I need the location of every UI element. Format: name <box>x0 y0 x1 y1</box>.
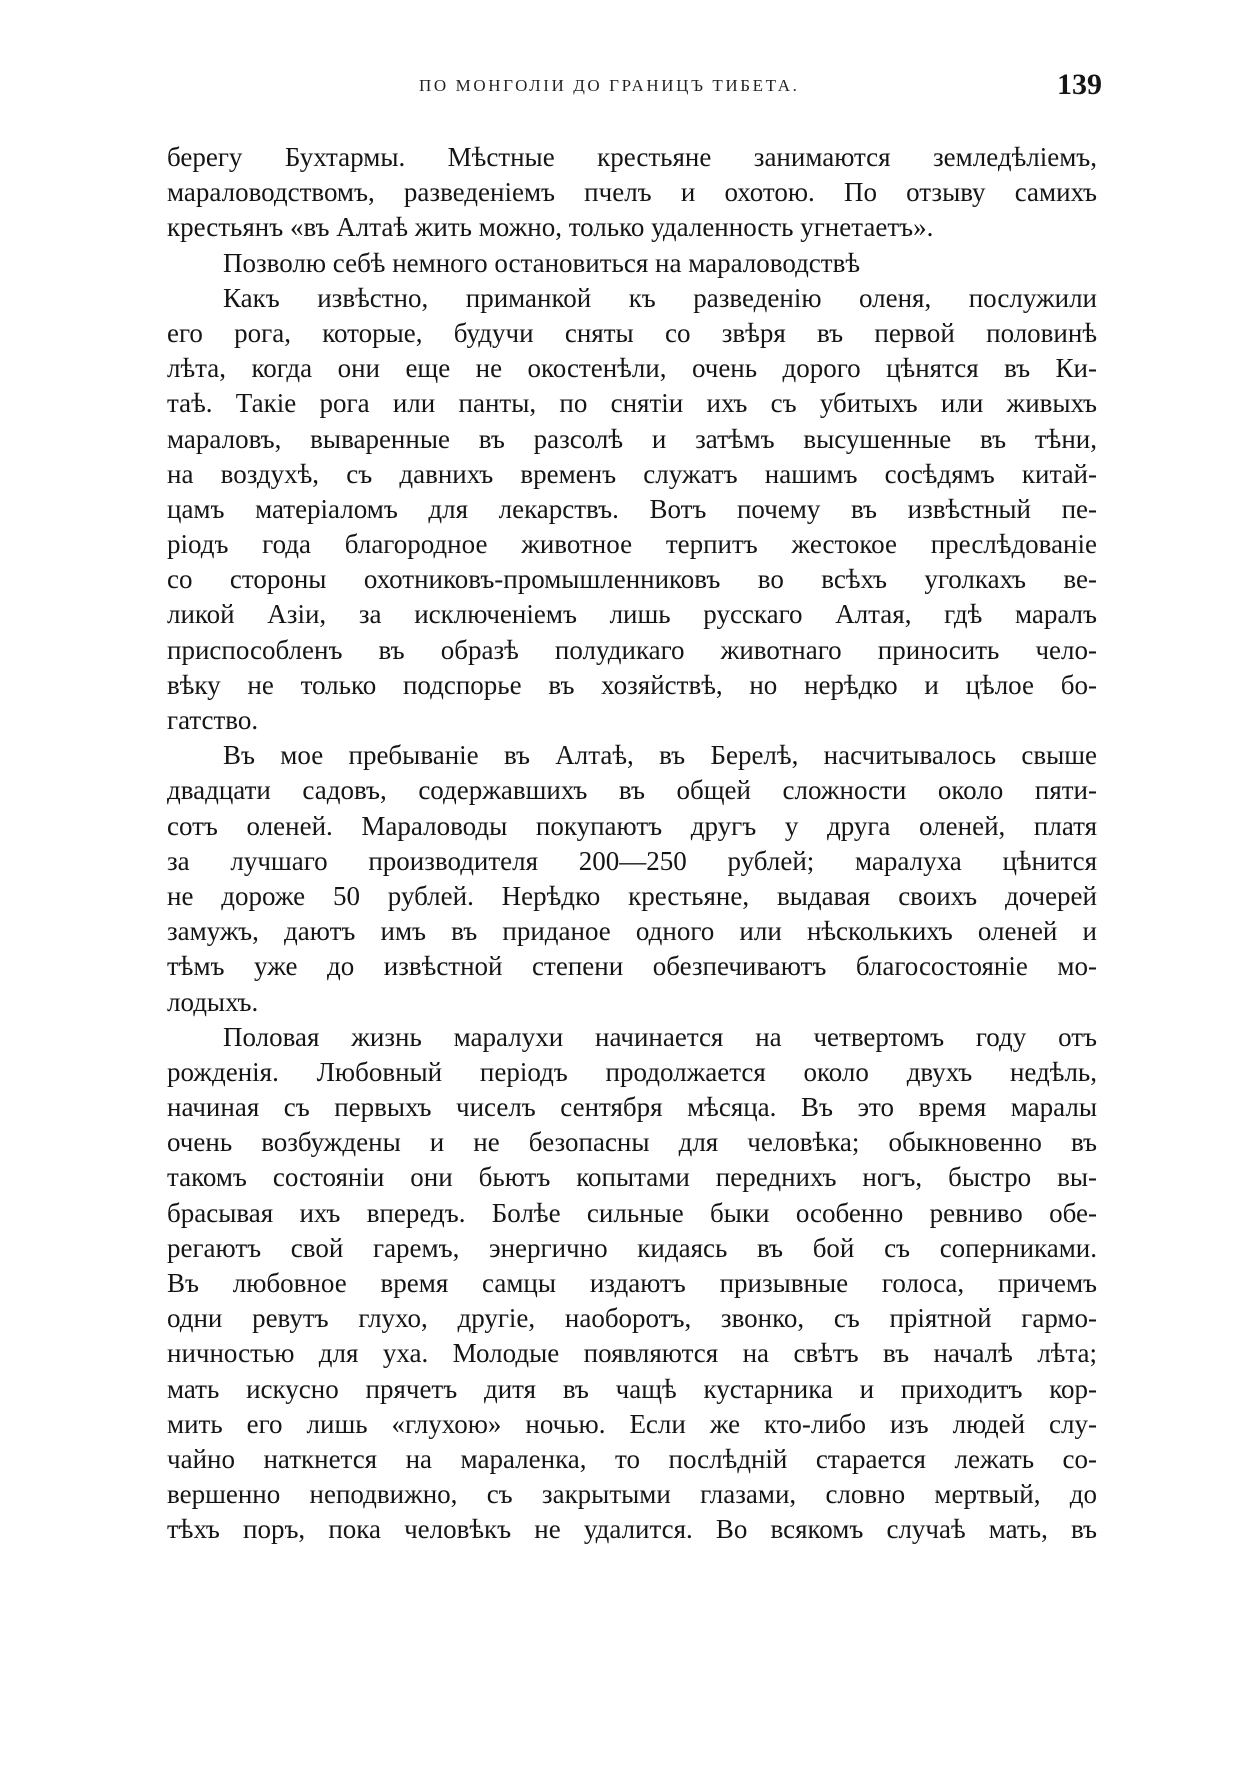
text-line: таѣ. Такіе рога или панты, по снятіи ихъ съ убитыхъ или живыхъ <box>167 388 1097 419</box>
text-line: приспособленъ въ образѣ полудикаго животнаго приносить чело- <box>167 634 1097 665</box>
text-line: мараловодствомъ, разведеніемъ пчелъ и охотою. По отзыву самихъ <box>167 177 1097 208</box>
body-text <box>167 140 1097 1548</box>
text-line: начиная съ первыхъ чиселъ сентября мѣсяца. Въ это время маралы <box>167 1092 1097 1123</box>
text-line: регаютъ свой гаремъ, энергично кидаясь въ бой съ соперниками. <box>167 1232 1097 1263</box>
text-line: берегу Бухтармы. Мѣстные крестьяне занимаются земледѣліемъ, <box>167 142 1097 172</box>
text-line: тѣхъ поръ, пока человѣкъ не удалится. Во всякомъ случаѣ мать, въ <box>167 1514 1097 1545</box>
text-line: Въ мое пребываніе въ Алтаѣ, въ Берелѣ, насчитывалось свыше <box>223 740 1097 771</box>
text-line: крестьянъ «въ Алтаѣ жить можно, только удаленность угнетаетъ». <box>167 212 934 243</box>
text-line: лодыхъ. <box>167 986 259 1017</box>
text-line: рожденія. Любовный періодъ продолжается около двухъ недѣль, <box>167 1056 1097 1087</box>
text-line: двадцати садовъ, содержавшихъ въ общей сложности около пяти- <box>167 775 1097 806</box>
text-line: на воздухѣ, съ давнихъ временъ служатъ нашимъ сосѣдямъ китай- <box>167 458 1097 489</box>
page-number: 139 <box>1057 68 1102 101</box>
running-head <box>0 68 1259 108</box>
text-line: чайно наткнется на мараленка, то послѣдній старается лежать со- <box>167 1443 1097 1474</box>
text-line: Въ любовное время самцы издаютъ призывные голоса, причемъ <box>167 1268 1097 1298</box>
text-line: со стороны охотниковъ-промышленниковъ во всѣхъ уголкахъ ве- <box>167 564 1097 595</box>
text-line: одни ревутъ глухо, другіе, наоборотъ, звонко, съ пріятной гармо- <box>167 1303 1097 1334</box>
text-line: вѣку не только подспорье въ хозяйствѣ, но нерѣдко и цѣлое бо- <box>167 669 1097 700</box>
text-line: Половая жизнь маралухи начинается на четвертомъ году отъ <box>223 1021 1097 1052</box>
text-line: лѣта, когда они еще не окостенѣли, очень дорого цѣнятся въ Ки- <box>167 353 1097 384</box>
text-line: ріодъ года благородное животное терпитъ жестокое преслѣдованіе <box>167 529 1097 560</box>
text-line: Какъ извѣстно, приманкой къ разведенію оленя, послужили <box>223 282 1097 313</box>
text-line: сотъ оленей. Мараловоды покупаютъ другъ у друга оленей, платя <box>167 810 1097 841</box>
text-line: тѣмъ уже до извѣстной степени обезпечиваютъ благосостояніе мо- <box>167 951 1097 982</box>
text-line: не дороже 50 рублей. Нерѣдко крестьяне, выдавая своихъ дочерей <box>167 880 1097 911</box>
text-line: такомъ состояніи они бьютъ копытами переднихъ ногъ, быстро вы- <box>167 1162 1097 1193</box>
text-line: Позволю себѣ немного остановиться на мараловодствѣ <box>223 247 860 278</box>
text-line: мать искусно прячетъ дитя въ чащѣ кустарника и приходитъ кор- <box>167 1373 1097 1404</box>
text-line: вершенно неподвижно, съ закрытыми глазами, словно мертвый, до <box>167 1479 1097 1510</box>
text-line: замужъ, даютъ имъ въ приданое одного или нѣсколькихъ оленей и <box>167 916 1097 947</box>
text-line: цамъ матеріаломъ для лекарствъ. Вотъ почему въ извѣстный пе- <box>167 493 1097 524</box>
text-line: гатство. <box>167 705 259 735</box>
text-line: ликой Азіи, за исключеніемъ лишь русскаго Алтая, гдѣ маралъ <box>167 599 1097 630</box>
text-line: мить его лишь «глухою» ночью. Если же кто-либо изъ людей слу- <box>167 1408 1097 1439</box>
text-line: мараловъ, вываренные въ разсолѣ и затѣмъ высушенные въ тѣни, <box>167 423 1097 454</box>
running-title: ПО МОНГОЛІИ ДО ГРАНИЦЪ ТИБЕТА. <box>419 76 800 95</box>
text-line: брасывая ихъ впередъ. Болѣе сильные быки особенно ревниво обе- <box>167 1197 1097 1228</box>
text-line: очень возбуждены и не безопасны для человѣка; обыкновенно въ <box>167 1127 1097 1158</box>
text-line: за лучшаго производителя 200—250 рублей; маралуха цѣнится <box>167 845 1097 876</box>
text-line: ничностью для уха. Молодые появляются на свѣтъ въ началѣ лѣта; <box>167 1338 1097 1369</box>
text-line: его рога, которые, будучи сняты со звѣря въ первой половинѣ <box>167 317 1097 348</box>
